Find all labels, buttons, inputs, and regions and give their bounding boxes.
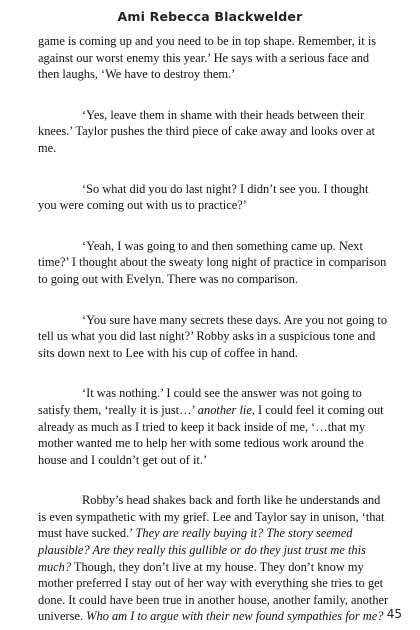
paragraph-7 [38,492,389,625]
paragraph-4-text: ‘Yeah, I was going to and then something came up. Next time?’ I thought about the sweaty long night of practice in comparison to going out with Evelyn. There was no comparison. [38,238,387,286]
paragraph-6 [38,385,389,468]
body-text [38,33,389,625]
paragraph-5-text: ‘You sure have many secrets these days. Are you not going to tell us what you did last night?’ Robby asks in a suspicious tone and sits down next to Lee with his cup of coffee in hand. [38,312,388,360]
paragraph-2 [38,107,389,157]
page-number: 45 [386,607,402,621]
paragraph-7-text-1: Robby’s head shakes back and forth like he understands and is even sympathetic with my grief. Lee and Taylor say in unison, ‘that must have sucked.’ [38,493,385,541]
paragraph-6-text-2: I could feel it coming out already as much as I tried to keep it back inside of me, ‘…that my mother wanted me to help her with some tedious work around the house and I couldn’t get out of it.’ [38,402,384,467]
paragraph-7-italic-thought-2: Who am I to argue with their new found sympathies for me? [86,609,384,624]
paragraph-3 [38,181,389,214]
paragraph-6-italic-thought: another lie, [197,402,255,417]
paragraph-7-italic-thought-1: They are really buying it? The story seemed plausible? Are they really this gullible or do they just trust me this much? [38,526,366,574]
paragraph-2-text: ‘Yes, leave them in shame with their heads between their knees.’ Taylor pushes the third piece of cake away and looks over at me. [38,107,375,155]
paragraph-5 [38,312,389,362]
paragraph-6-text-1: ‘It was nothing.’ I could see the answer was not going to satisfy them, ‘really it is just…’ [38,386,362,417]
paragraph-3-text: ‘So what did you do last night? I didn’t see you. I thought you were coming out with us to practice?’ [38,181,369,213]
paragraph-1-text: game is coming up and you need to be in top shape. Remember, it is against our worst enemy this year.’ He says with a serious face and then laughs, ‘We have to destroy them.’ [38,34,377,82]
paragraph-4 [38,238,389,288]
running-head: Ami Rebecca Blackwelder [117,9,303,24]
paragraph-7-text-2: Though, they don’t live at my house. They don’t know my mother preferred I stay out of her way with everything she tries to get done. It could have been true in another house, another family, another universe. [38,559,389,624]
paragraph-1 [38,33,389,83]
